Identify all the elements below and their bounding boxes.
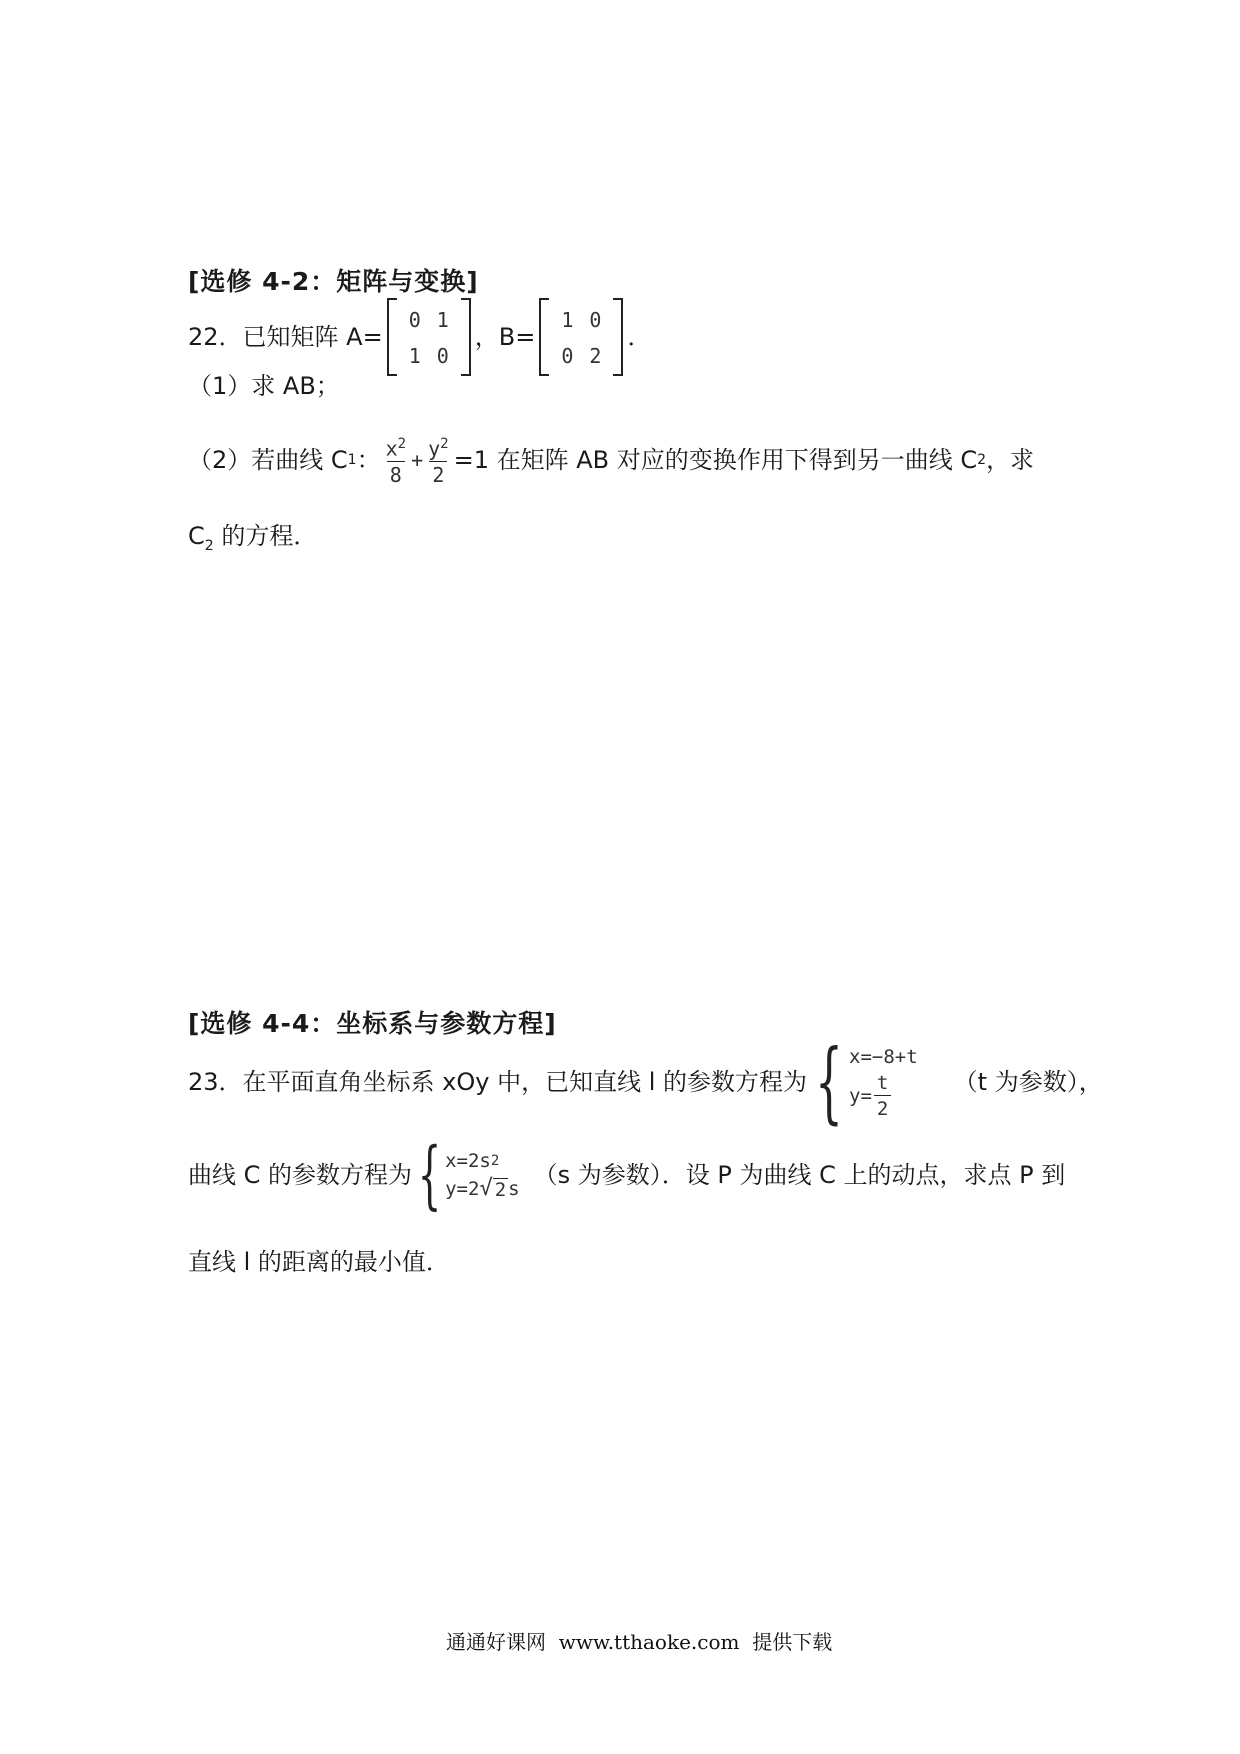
part2-mid: 在矩阵 AB 对应的变换作用下得到另一曲线 C [488,445,978,474]
frac1-den: 8 [387,461,405,488]
radicand: 2 [494,1179,507,1201]
radical-sign-icon: √ [479,1176,493,1201]
system2-row2-prefix: y=2 [445,1178,480,1200]
frac1-num: x [385,436,398,461]
system2-row2-suffix: s [508,1178,520,1200]
part2-colon: ： [356,445,381,474]
matrix-b-cell: 0 [561,344,574,368]
system1-row2-prefix: y= [849,1085,872,1107]
part2-prefix: （2）若曲线 C [188,445,348,474]
system1-row1: x=−8+t [849,1045,918,1068]
system2-row1-text: x=2s [445,1150,491,1172]
question-23-line3: 直线 l 的距离的最小值． [188,1248,450,1276]
plus-sign: + [411,447,424,472]
part2-line2-sub: 2 [204,537,214,554]
question-23-line2-text: 曲线 C 的参数方程为 [188,1161,413,1189]
question-23-line1-end: （t 为参数）， [953,1068,1103,1096]
question-22-part2-line2 [188,520,317,562]
left-brace-icon: { [815,1030,844,1133]
equals-one: =1 [453,445,489,474]
frac2-num: y [428,436,441,461]
curve-parametric-system [412,1132,520,1218]
line-parametric-system [807,1030,918,1133]
section-heading-matrix: [选修 4-2：矩阵与变换] [188,267,479,296]
sys1-frac-den: 2 [874,1095,891,1122]
matrix-b-cell: 1 [561,308,574,332]
section-heading-parametric: [选修 4-4：坐标系与参数方程] [188,1009,557,1038]
fraction-y2-over-2 [425,432,451,488]
question-22-intro: 已知矩阵 A= [242,323,383,351]
left-brace-icon: { [417,1132,442,1218]
system2-row2 [445,1175,519,1203]
square-root [479,1175,508,1203]
question-22-line1 [188,298,651,376]
question-23-line2 [188,1132,1066,1218]
system1-row2 [849,1071,918,1122]
matrix-a-cell: 1 [408,344,421,368]
matrix-b [539,298,623,376]
question-23-number: 23． [188,1068,243,1096]
frac1-exp: 2 [397,436,407,452]
question-23-line1-text: 在平面直角坐标系 xOy 中，已知直线 l 的参数方程为 [242,1068,808,1096]
system2-row1-exp: 2 [490,1153,500,1169]
system2-row1 [445,1147,519,1175]
fraction-t-over-2 [874,1071,891,1122]
fraction-x2-over-8 [383,432,409,488]
part2-sub2: 2 [977,451,987,468]
part2-sub1: 1 [347,451,357,468]
question-23-line1 [188,1030,1103,1133]
question-22-end: ． [627,323,652,351]
question-23-line2-end: （s 为参数）．设 P 为曲线 C 上的动点，求点 P 到 [533,1161,1066,1189]
matrix-separator: ，B= [474,323,536,351]
frac2-exp: 2 [440,436,449,452]
matrix-a-cell: 1 [436,308,449,332]
part2-line2-rest: 的方程． [213,522,318,550]
matrix-a-cell: 0 [436,344,449,368]
part2-line2-c: C [188,522,205,550]
frac2-den: 2 [429,461,447,488]
sys1-frac-num: t [876,1071,889,1094]
matrix-a [387,298,471,376]
question-22-part1: （1）求 AB； [188,372,340,400]
matrix-b-cell: 0 [589,308,602,332]
question-22-number: 22． [188,323,243,351]
question-22-part2 [188,432,1034,488]
matrix-b-cell: 2 [589,344,602,368]
footer-source: 通通好课网 www.tthaoke.com 提供下载 [446,1630,833,1654]
matrix-a-cell: 0 [408,308,421,332]
part2-end: ，求 [986,445,1035,474]
